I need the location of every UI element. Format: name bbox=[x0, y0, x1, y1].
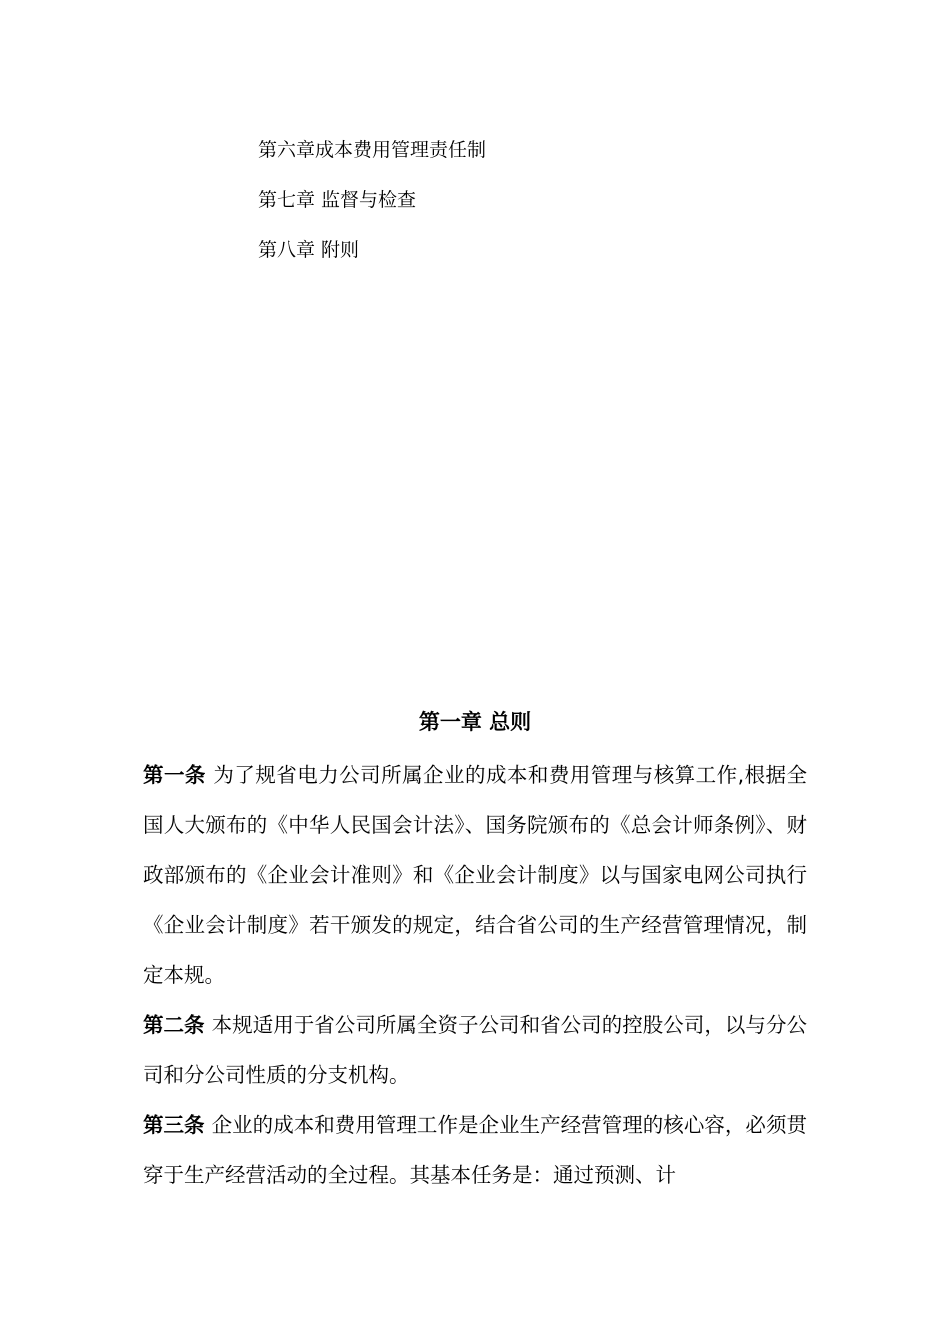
toc-item-chapter-8: 第八章 附则 bbox=[258, 239, 360, 261]
article-1 bbox=[143, 750, 807, 1000]
article-label: 第二条 bbox=[143, 1013, 205, 1037]
article-text: 为了规省电力公司所属企业的成本和费用管理与核算工作,根据全国人大颁布的《中华人民国会计法》、国务院颁布的《总会计师条例》、财政部颁布的《企业会计准则》和《企业会计制度》以与国家电网公司执行《企业会计制度》若干颁发的规定，结合省公司的生产经营管理情况，制定本规。 bbox=[143, 763, 808, 987]
chapter-section bbox=[143, 700, 807, 1200]
toc-item-chapter-6: 第六章成本费用管理责任制 bbox=[258, 139, 487, 161]
article-2 bbox=[143, 1000, 807, 1100]
toc-item-chapter-7: 第七章 监督与检查 bbox=[258, 189, 417, 211]
table-of-contents bbox=[258, 134, 486, 284]
article-label: 第一条 bbox=[143, 763, 206, 787]
article-text: 企业的成本和费用管理工作是企业生产经营管理的核心容，必须贯穿于生产经营活动的全过程。其基本任务是：通过预测、计 bbox=[143, 1113, 807, 1187]
article-label: 第三条 bbox=[143, 1113, 205, 1137]
chapter-title: 第一章 总则 bbox=[418, 710, 532, 734]
article-text: 本规适用于省公司所属全资子公司和省公司的控股公司，以与分公司和分公司性质的分支机构。 bbox=[143, 1013, 807, 1087]
article-3 bbox=[143, 1100, 807, 1200]
